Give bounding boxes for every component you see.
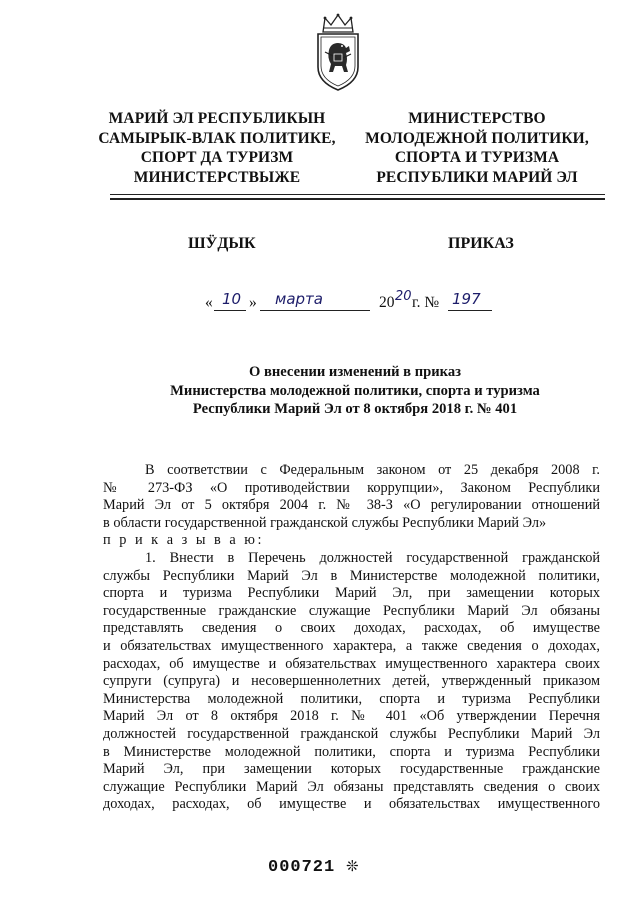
date-day: 10 xyxy=(222,290,242,308)
date-close-quote: » xyxy=(249,294,257,311)
document-body xyxy=(103,462,600,814)
date-year-suffix: 20 xyxy=(395,289,412,304)
title-line: О внесении изменений в приказ xyxy=(248,364,461,380)
header-left-line: САМЫРЫК-ВЛАК ПОЛИТИКЕ, xyxy=(98,129,336,147)
body-line: В соответствии с Федеральным законом от 25 декабря 2008 г. xyxy=(145,462,600,478)
date-month: марта xyxy=(275,290,323,308)
date-open-quote: « xyxy=(205,294,213,311)
body-line: супруги (супруга) и несовершеннолетних детей, утвержденный приказом xyxy=(103,673,600,690)
date-year-label: г. № xyxy=(412,294,440,311)
body-line: должностей государственной гражданской службы Республики Марий Эл xyxy=(103,725,600,742)
body-line: Марий Эл от 8 октября 2018 г. № 401 «Об утверждении Перечня xyxy=(103,708,600,725)
header-left-line: МАРИЙ ЭЛ РЕСПУБЛИКЫН xyxy=(108,110,326,127)
coat-of-arms-icon xyxy=(313,12,363,92)
body-line: службы Республики Марий Эл в Министерстве молодежной политики, xyxy=(103,567,600,584)
doc-kind-russian: ПРИКАЗ xyxy=(448,235,514,252)
body-line: Министерства молодежной политики, спорта и туризма Республики xyxy=(103,690,600,707)
title-line: Республики Марий Эл от 8 октября 2018 г. № 401 xyxy=(192,401,518,418)
body-line: в Министерстве молодежной политики, спорта и туризма Республики xyxy=(103,743,600,760)
header-right-line: МОЛОДЕЖНОЙ ПОЛИТИКИ, xyxy=(365,129,589,147)
body-line: Марий Эл, при замещении которых государственные гражданские xyxy=(103,761,600,778)
header-divider-thick xyxy=(110,198,605,200)
header-right-russian xyxy=(346,109,608,187)
body-line: спорта и туризма Республики Марий Эл, при замещении которых xyxy=(103,585,600,602)
doc-kind-marii: ШӰДЫК xyxy=(188,235,256,252)
header-left-line: МИНИСТЕРСТВЫЖЕ xyxy=(133,168,301,186)
date-line xyxy=(205,289,495,316)
document-title xyxy=(130,363,580,419)
blank-serial-number: 000721 xyxy=(268,858,336,877)
body-line: 1. Внести в Перечень должностей государственной гражданской xyxy=(145,549,600,566)
header-right-line: СПОРТА И ТУРИЗМА xyxy=(394,149,560,166)
body-line: Марий Эл от 5 октября 2004 г. № 38-З «О регулировании отношений xyxy=(103,497,600,514)
header-left-line: СПОРТ ДА ТУРИЗМ xyxy=(140,149,294,166)
header-right-line: МИНИСТЕРСТВО xyxy=(408,110,546,127)
body-line: представлять сведения о своих доходах, расходах, об имуществе xyxy=(103,620,600,637)
orders-word: п р и к а з ы в а ю: xyxy=(103,532,264,549)
body-line: № 273-ФЗ «О противодействии коррупции», Законом Республики xyxy=(103,479,600,496)
header-divider-thin xyxy=(110,194,605,195)
title-line: Министерства молодежной политики, спорта и туризма xyxy=(170,382,540,399)
date-year-prefix: 20 xyxy=(379,294,395,311)
body-line: государственные гражданские служащие Республики Марий Эл обязаны xyxy=(103,602,600,619)
body-line: доходах, расходах, об имуществе и обязательствах имущественного xyxy=(103,796,600,813)
body-line: в области государственной гражданской службы Республики Марий Эл» xyxy=(103,514,547,531)
serial-ornament-icon: ❊ xyxy=(346,857,359,875)
body-line: служащие Республики Марий Эл обязаны представлять сведения о своих xyxy=(103,778,600,795)
header-right-line: РЕСПУБЛИКИ МАРИЙ ЭЛ xyxy=(376,168,578,186)
body-line: расходах, об имуществе и обязательствах имущественного характера своих xyxy=(103,655,600,672)
header-left-marii xyxy=(92,109,342,187)
order-number: 197 xyxy=(452,290,481,308)
body-line: и обязательствах имущественного характера, а также сведения о доходах, xyxy=(103,637,600,654)
